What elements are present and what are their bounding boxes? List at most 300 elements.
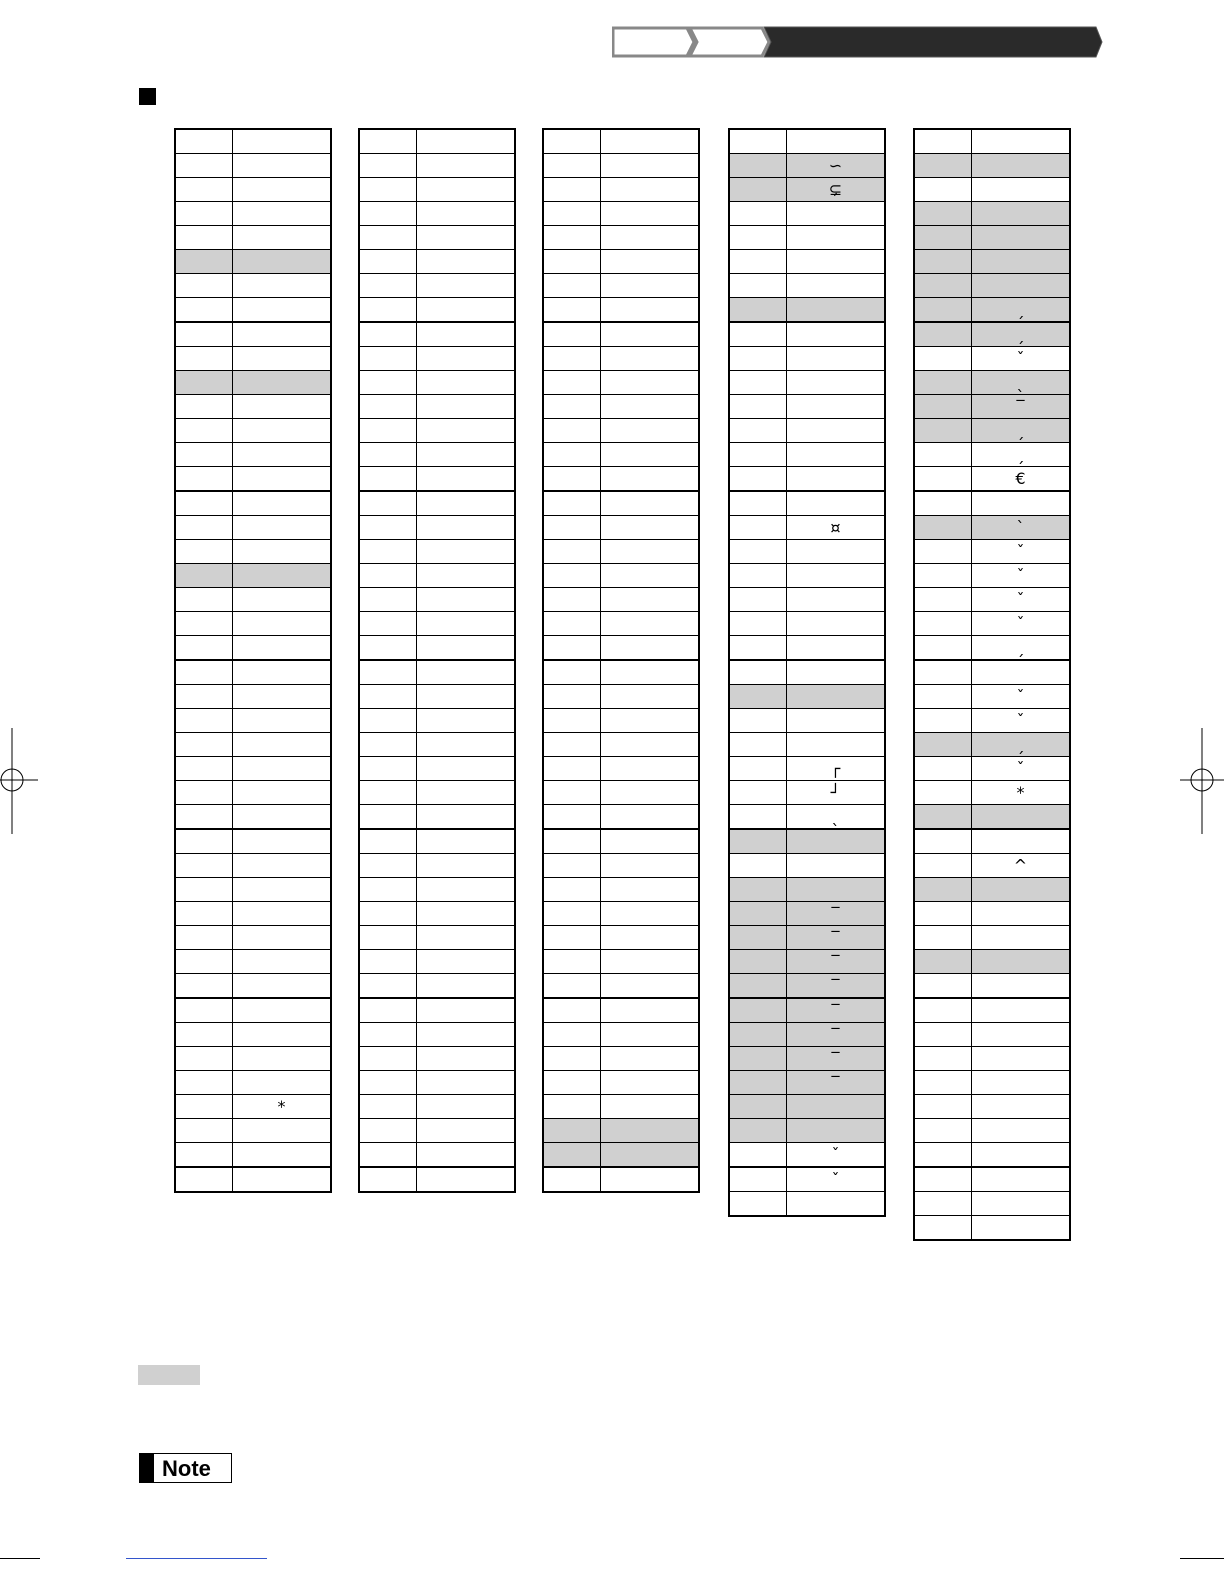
registration-mark-right-icon <box>1180 728 1224 834</box>
table-row <box>175 178 331 202</box>
table-row <box>543 491 699 516</box>
character-cell <box>233 998 332 1023</box>
code-cell <box>359 1023 417 1047</box>
code-cell <box>729 250 787 274</box>
code-cell <box>729 1143 787 1168</box>
character-cell <box>417 419 516 443</box>
code-cell <box>359 395 417 419</box>
table-row <box>175 1143 331 1168</box>
code-cell <box>543 178 601 202</box>
character-cell: ┌ <box>787 757 886 781</box>
character-cell <box>417 974 516 999</box>
code-cell <box>175 202 233 226</box>
code-cell <box>729 950 787 974</box>
code-cell <box>914 516 972 540</box>
code-cell <box>175 733 233 757</box>
code-cell <box>914 443 972 467</box>
table-row <box>175 564 331 588</box>
table-row <box>359 757 515 781</box>
code-cell <box>729 1192 787 1217</box>
code-table-5 <box>913 128 1071 1241</box>
table-row <box>914 371 1070 395</box>
character-cell: * <box>233 1095 332 1119</box>
table-row <box>543 612 699 636</box>
table-row <box>543 1119 699 1143</box>
table-row <box>359 1143 515 1168</box>
character-cell <box>601 491 700 516</box>
code-cell <box>359 443 417 467</box>
table-row <box>729 540 885 564</box>
breadcrumb-step-2 <box>690 28 769 56</box>
code-cell <box>729 154 787 178</box>
character-cell <box>972 226 1071 250</box>
code-cell <box>359 1167 417 1192</box>
character-cell <box>417 660 516 685</box>
character-cell: ¤ <box>787 516 886 540</box>
table-row <box>729 395 885 419</box>
table-row <box>729 178 885 202</box>
code-cell <box>175 154 233 178</box>
code-cell <box>914 1143 972 1168</box>
character-cell <box>972 1192 1071 1216</box>
character-cell <box>233 395 332 419</box>
code-cell <box>914 298 972 323</box>
code-cell <box>175 516 233 540</box>
character-cell: ‾ <box>787 1023 886 1047</box>
table-row <box>543 226 699 250</box>
code-cell <box>729 998 787 1023</box>
table-row <box>914 998 1070 1023</box>
code-cell <box>175 854 233 878</box>
code-cell <box>729 588 787 612</box>
character-cell <box>417 298 516 323</box>
crop-line-right <box>1180 1558 1224 1559</box>
character-cell: ˇ <box>972 540 1071 564</box>
character-cell <box>233 588 332 612</box>
table-row <box>543 685 699 709</box>
table-row <box>359 540 515 564</box>
table-row <box>729 757 885 781</box>
character-cell <box>417 781 516 805</box>
character-cell <box>972 1095 1071 1119</box>
shaded-legend-swatch <box>138 1365 200 1385</box>
table-row <box>359 733 515 757</box>
character-cell <box>787 733 886 757</box>
character-cell <box>601 1095 700 1119</box>
crop-line-link <box>126 1558 267 1559</box>
character-cell <box>601 443 700 467</box>
code-cell <box>359 202 417 226</box>
table-row <box>729 1192 885 1217</box>
breadcrumb-arrows <box>612 26 1104 58</box>
table-row <box>359 129 515 154</box>
table-row <box>729 491 885 516</box>
table-row <box>175 322 331 347</box>
table-row <box>359 709 515 733</box>
table-row <box>359 371 515 395</box>
table-row <box>914 274 1070 298</box>
character-cell <box>233 1071 332 1095</box>
character-cell <box>233 274 332 298</box>
code-cell <box>543 516 601 540</box>
code-cell <box>543 685 601 709</box>
character-cell: ‾ <box>787 902 886 926</box>
code-cell <box>175 757 233 781</box>
character-cell: ‾ <box>787 950 886 974</box>
character-cell: ˋ <box>972 516 1071 540</box>
character-cell <box>233 371 332 395</box>
table-row <box>359 950 515 974</box>
table-row <box>543 347 699 371</box>
character-cell <box>972 250 1071 274</box>
code-cell <box>359 371 417 395</box>
table-row <box>914 1143 1070 1168</box>
code-cell <box>729 298 787 323</box>
code-cell <box>359 1095 417 1119</box>
table-row <box>914 902 1070 926</box>
table-row <box>729 636 885 661</box>
code-cell <box>543 902 601 926</box>
character-cell <box>787 419 886 443</box>
character-cell <box>972 1143 1071 1168</box>
character-cell <box>787 1119 886 1143</box>
code-cell <box>175 467 233 492</box>
code-cell <box>359 805 417 830</box>
code-cell <box>175 926 233 950</box>
character-cell: ˇ <box>972 709 1071 733</box>
character-cell <box>417 129 516 154</box>
table-row <box>175 829 331 854</box>
table-row <box>543 322 699 347</box>
character-cell <box>417 154 516 178</box>
character-cell <box>233 250 332 274</box>
table-row <box>543 516 699 540</box>
table-row <box>543 926 699 950</box>
table-row <box>914 1192 1070 1216</box>
table-row <box>359 274 515 298</box>
table-row <box>175 685 331 709</box>
code-cell <box>729 564 787 588</box>
table-row <box>359 685 515 709</box>
code-cell <box>729 226 787 250</box>
code-cell <box>914 202 972 226</box>
code-cell <box>175 829 233 854</box>
table-row <box>543 419 699 443</box>
character-cell <box>417 757 516 781</box>
character-cell <box>233 540 332 564</box>
character-cell <box>601 129 700 154</box>
code-table-2 <box>358 128 516 1193</box>
character-cell <box>601 1023 700 1047</box>
character-cell <box>233 1167 332 1192</box>
table-row <box>914 443 1070 467</box>
table-row <box>543 660 699 685</box>
code-cell <box>359 757 417 781</box>
character-cell <box>601 926 700 950</box>
table-row <box>729 685 885 709</box>
character-cell <box>417 1047 516 1071</box>
code-cell <box>729 1071 787 1095</box>
code-cell <box>729 685 787 709</box>
character-cell <box>417 733 516 757</box>
table-row <box>914 1071 1070 1095</box>
table-row <box>543 250 699 274</box>
table-row <box>175 540 331 564</box>
code-cell <box>729 612 787 636</box>
character-cell <box>233 298 332 323</box>
table-row <box>729 202 885 226</box>
table-row <box>729 660 885 685</box>
code-cell <box>359 926 417 950</box>
character-cell: ‾ <box>787 1071 886 1095</box>
character-cell <box>787 371 886 395</box>
character-cell: ˏ <box>972 298 1071 323</box>
table-row <box>729 829 885 854</box>
character-cell <box>233 1023 332 1047</box>
character-cell <box>787 250 886 274</box>
code-cell <box>359 781 417 805</box>
character-cell <box>601 1119 700 1143</box>
character-cell <box>417 588 516 612</box>
character-cell: ^ <box>972 854 1071 878</box>
table-row <box>729 250 885 274</box>
code-cell <box>359 685 417 709</box>
table-row <box>543 1071 699 1095</box>
character-cell <box>601 974 700 999</box>
code-cell <box>175 371 233 395</box>
code-cell <box>359 660 417 685</box>
character-cell <box>601 1167 700 1192</box>
code-cell <box>543 781 601 805</box>
table-row <box>729 926 885 950</box>
character-cell: ∽ <box>787 154 886 178</box>
character-cell <box>417 1023 516 1047</box>
character-cell: ˇ <box>972 685 1071 709</box>
table-row <box>175 371 331 395</box>
table-row <box>543 154 699 178</box>
code-cell <box>543 419 601 443</box>
table-row <box>729 709 885 733</box>
code-cell <box>175 443 233 467</box>
section-bullet-icon <box>139 88 156 105</box>
code-cell <box>914 129 972 154</box>
note-badge <box>139 1453 232 1483</box>
character-cell <box>972 805 1071 830</box>
code-cell <box>729 1023 787 1047</box>
table-row <box>175 902 331 926</box>
code-cell <box>729 347 787 371</box>
code-cell <box>359 298 417 323</box>
code-cell <box>359 998 417 1023</box>
character-cell <box>601 805 700 830</box>
table-row <box>543 540 699 564</box>
code-cell <box>914 1023 972 1047</box>
table-row <box>729 1119 885 1143</box>
table-row <box>359 322 515 347</box>
code-cell <box>175 347 233 371</box>
table-row <box>175 226 331 250</box>
code-cell <box>359 733 417 757</box>
table-row <box>359 926 515 950</box>
character-cell <box>601 612 700 636</box>
table-row <box>175 202 331 226</box>
character-cell <box>787 322 886 347</box>
table-row <box>729 443 885 467</box>
code-cell <box>729 322 787 347</box>
character-cell <box>972 974 1071 999</box>
character-cell: ˏ <box>972 419 1071 443</box>
code-cell <box>359 467 417 492</box>
table-row <box>914 1167 1070 1192</box>
table-row <box>543 202 699 226</box>
character-cell <box>972 129 1071 154</box>
character-cell <box>417 902 516 926</box>
character-cell <box>787 636 886 661</box>
table-row <box>543 1047 699 1071</box>
table-row <box>914 178 1070 202</box>
table-row <box>175 612 331 636</box>
code-cell <box>914 491 972 516</box>
table-row <box>175 154 331 178</box>
code-cell <box>175 178 233 202</box>
character-cell <box>233 467 332 492</box>
code-cell <box>914 998 972 1023</box>
code-cell <box>359 564 417 588</box>
table-row <box>543 178 699 202</box>
code-cell <box>914 781 972 805</box>
code-cell <box>543 974 601 999</box>
code-cell <box>543 1095 601 1119</box>
code-cell <box>914 709 972 733</box>
table-row <box>914 298 1070 323</box>
code-cell <box>359 1047 417 1071</box>
character-cell <box>787 612 886 636</box>
character-cell: ‾ <box>787 926 886 950</box>
code-cell <box>359 274 417 298</box>
table-row <box>543 1167 699 1192</box>
table-row <box>359 805 515 830</box>
table-row <box>914 805 1070 830</box>
code-cell <box>175 250 233 274</box>
character-cell <box>417 516 516 540</box>
code-cell <box>543 491 601 516</box>
code-cell <box>359 902 417 926</box>
table-row <box>359 1167 515 1192</box>
breadcrumb-step-1 <box>613 28 694 56</box>
character-cell: ˎ <box>787 805 886 830</box>
table-row <box>914 564 1070 588</box>
code-cell <box>359 974 417 999</box>
character-cell <box>233 829 332 854</box>
table-row <box>543 805 699 830</box>
table-row <box>543 298 699 323</box>
table-row <box>175 1071 331 1095</box>
code-cell <box>729 781 787 805</box>
table-row <box>914 588 1070 612</box>
note-bar-icon <box>140 1454 154 1482</box>
character-cell <box>787 685 886 709</box>
character-cell <box>972 274 1071 298</box>
character-cell <box>417 202 516 226</box>
character-cell <box>972 1071 1071 1095</box>
character-cell <box>787 274 886 298</box>
character-cell <box>233 950 332 974</box>
code-cell <box>729 540 787 564</box>
table-row <box>175 419 331 443</box>
character-cell <box>417 443 516 467</box>
table-row <box>359 781 515 805</box>
table-row <box>543 854 699 878</box>
code-cell <box>359 322 417 347</box>
code-cell <box>175 226 233 250</box>
code-cell <box>729 636 787 661</box>
character-cell <box>233 709 332 733</box>
code-cell <box>914 685 972 709</box>
character-cell <box>233 805 332 830</box>
character-cell <box>233 202 332 226</box>
character-cell <box>233 491 332 516</box>
character-cell <box>233 974 332 999</box>
code-cell <box>914 250 972 274</box>
table-row <box>359 564 515 588</box>
character-cell <box>233 516 332 540</box>
table-row <box>729 129 885 154</box>
table-row <box>359 1047 515 1071</box>
character-cell <box>787 709 886 733</box>
code-cell <box>543 998 601 1023</box>
character-cell <box>417 612 516 636</box>
character-cell: ˏ <box>972 322 1071 347</box>
table-row <box>175 974 331 999</box>
code-cell <box>175 902 233 926</box>
code-cell <box>729 878 787 902</box>
table-row <box>543 1095 699 1119</box>
table-row <box>729 467 885 492</box>
code-cell <box>175 1095 233 1119</box>
table-row <box>914 757 1070 781</box>
code-cell <box>175 491 233 516</box>
character-cell <box>787 395 886 419</box>
code-cell <box>914 395 972 419</box>
table-row <box>175 1095 331 1119</box>
character-cell <box>417 322 516 347</box>
code-cell <box>729 1167 787 1192</box>
table-row <box>175 926 331 950</box>
code-cell <box>175 1119 233 1143</box>
table-row <box>729 419 885 443</box>
table-row <box>914 419 1070 443</box>
table-row <box>543 1143 699 1168</box>
character-cell <box>972 950 1071 974</box>
code-cell <box>359 226 417 250</box>
table-row <box>359 829 515 854</box>
code-cell <box>359 709 417 733</box>
table-row <box>729 854 885 878</box>
table-row <box>914 926 1070 950</box>
code-cell <box>729 805 787 830</box>
code-cell <box>729 371 787 395</box>
table-row <box>175 467 331 492</box>
code-cell <box>175 685 233 709</box>
table-row <box>359 998 515 1023</box>
character-cell <box>233 226 332 250</box>
table-row <box>914 660 1070 685</box>
code-cell <box>543 733 601 757</box>
character-cell: € <box>972 467 1071 492</box>
character-cell <box>233 878 332 902</box>
code-cell <box>175 1071 233 1095</box>
note-label: Note <box>162 1456 211 1481</box>
